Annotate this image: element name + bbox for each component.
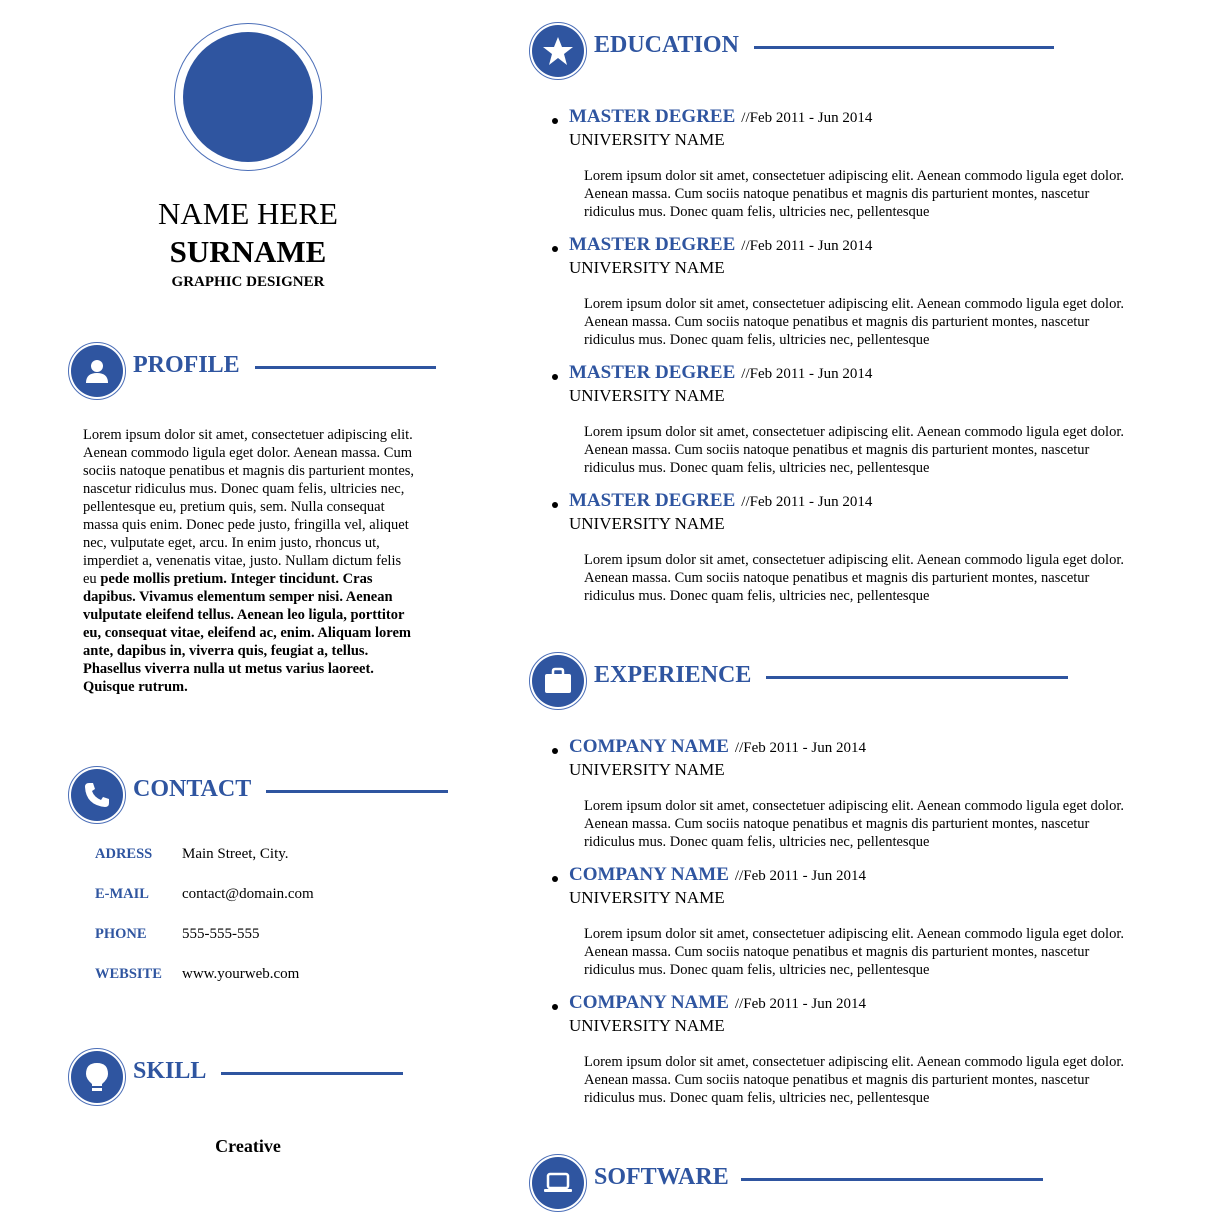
- contact-row-phone: [95, 926, 260, 943]
- entry-description: Lorem ipsum dolor sit amet, consectetuer adipiscing elit. Aenean commodo ligula eget dolor. Aenean massa. Cum sociis natoque penatibus et magnis dis parturient montes, nascetur ridiculus mus. Donec quam felis, ultricies nec, pellentesque: [584, 798, 1124, 850]
- profile-title: PROFILE: [133, 352, 240, 378]
- skill-rule: [221, 1072, 403, 1075]
- entry-subtitle: UNIVERSITY NAME: [569, 386, 725, 405]
- entry-title: COMPANY NAME: [569, 992, 729, 1013]
- profile-rule: [255, 366, 436, 369]
- contact-value: 555-555-555: [182, 926, 260, 942]
- contact-value: www.yourweb.com: [182, 966, 300, 982]
- entry-date: //Feb 2011 - Jun 2014: [734, 996, 867, 1012]
- profile-section-header: [68, 342, 438, 402]
- profile-text-bold: pede mollis pretium. Integer tincidunt. Cras dapibus. Vivamus elementum semper nisi. Aenean vulputate eleifend tellus. Aenean leo ligula, porttitor eu, consequat vitae, eleifend ac, enim. Aliquam lorem ante, dapibus in, viverra quis, feugiat a, tellus. Phasellus viverra nulla ut metus varius laoreet. Quisque rutrum.: [83, 571, 411, 695]
- entry-date: //Feb 2011 - Jun 2014: [741, 110, 873, 126]
- experience-rule: [766, 676, 1068, 679]
- education-section-header: [529, 22, 1059, 82]
- entry-date: //Feb 2011 - Jun 2014: [741, 494, 873, 510]
- entry-description: Lorem ipsum dolor sit amet, consectetuer adipiscing elit. Aenean commodo ligula eget dolor. Aenean massa. Cum sociis natoque penatibus et magnis dis parturient montes, nascetur ridiculus mus. Donec quam felis, ultricies nec, pellentesque: [584, 552, 1124, 604]
- name-surname: SURNAME: [169, 234, 327, 269]
- lightbulb-icon: [83, 1061, 111, 1093]
- entry-description: Lorem ipsum dolor sit amet, consectetuer adipiscing elit. Aenean commodo ligula eget dolor. Aenean massa. Cum sociis natoque penatibus et magnis dis parturient montes, nascetur ridiculus mus. Donec quam felis, ultricies nec, pellentesque: [584, 1054, 1124, 1106]
- profile-text-regular: Lorem ipsum dolor sit amet, consectetuer adipiscing elit. Aenean commodo ligula eget dolor. Aenean massa. Cum sociis natoque penatibus et magnis dis parturient montes, nascetur ridiculus mus. Donec quam felis, ultricies nec, pellentesque eu, pretium quis, sem. Nulla consequat massa quis enim. Donec pede justo, fringilla vel, aliquet nec, vulputate eget, arcu. In enim justo, rhoncus ut, imperdiet a, venenatis vitae, justo. Nullam dictum felis eu: [83, 427, 415, 587]
- skill-item: Creative: [215, 1136, 281, 1156]
- contact-rule: [266, 790, 448, 793]
- phone-icon: [82, 780, 112, 810]
- user-icon: [83, 357, 111, 385]
- laptop-icon: [542, 1167, 574, 1199]
- entry-description: Lorem ipsum dolor sit amet, consectetuer adipiscing elit. Aenean commodo ligula eget dolor. Aenean massa. Cum sociis natoque penatibus et magnis dis parturient montes, nascetur ridiculus mus. Donec quam felis, ultricies nec, pellentesque: [584, 168, 1124, 220]
- briefcase-icon: [542, 665, 574, 697]
- entry-title: COMPANY NAME: [569, 736, 729, 757]
- entry-subtitle: UNIVERSITY NAME: [569, 514, 725, 533]
- entry-subtitle: UNIVERSITY NAME: [569, 130, 725, 149]
- software-rule: [741, 1178, 1043, 1181]
- entry-subtitle: UNIVERSITY NAME: [569, 888, 725, 907]
- software-title: SOFTWARE: [594, 1164, 729, 1190]
- entry-title: MASTER DEGREE: [569, 490, 736, 511]
- contact-row-website: [95, 966, 299, 983]
- name-first: NAME HERE: [158, 196, 338, 231]
- entry-title: MASTER DEGREE: [569, 106, 736, 127]
- profile-photo: [174, 23, 322, 171]
- contact-value: contact@domain.com: [182, 886, 314, 902]
- star-icon: [542, 35, 574, 67]
- contact-title: CONTACT: [133, 776, 252, 802]
- skill-title: SKILL: [133, 1058, 207, 1084]
- entry-subtitle: UNIVERSITY NAME: [569, 760, 725, 779]
- entry-date: //Feb 2011 - Jun 2014: [741, 238, 873, 254]
- contact-label: WEBSITE: [95, 966, 162, 982]
- entry-description: Lorem ipsum dolor sit amet, consectetuer adipiscing elit. Aenean commodo ligula eget dolor. Aenean massa. Cum sociis natoque penatibus et magnis dis parturient montes, nascetur ridiculus mus. Donec quam felis, ultricies nec, pellentesque: [584, 424, 1124, 476]
- contact-label: ADRESS: [95, 846, 153, 862]
- entry-title: MASTER DEGREE: [569, 234, 736, 255]
- software-section-header: [529, 1154, 1049, 1214]
- entry-date: //Feb 2011 - Jun 2014: [734, 868, 867, 884]
- contact-section-header: [68, 766, 450, 826]
- entry-subtitle: UNIVERSITY NAME: [569, 1016, 725, 1035]
- entry-description: Lorem ipsum dolor sit amet, consectetuer adipiscing elit. Aenean commodo ligula eget dolor. Aenean massa. Cum sociis natoque penatibus et magnis dis parturient montes, nascetur ridiculus mus. Donec quam felis, ultricies nec, pellentesque: [584, 296, 1124, 348]
- experience-title: EXPERIENCE: [594, 662, 752, 688]
- contact-label: E-MAIL: [95, 886, 149, 902]
- contact-label: PHONE: [95, 926, 147, 942]
- entry-title: MASTER DEGREE: [569, 362, 736, 383]
- profile-text: [83, 426, 415, 696]
- job-title: GRAPHIC DESIGNER: [171, 274, 325, 290]
- entry-description: Lorem ipsum dolor sit amet, consectetuer adipiscing elit. Aenean commodo ligula eget dolor. Aenean massa. Cum sociis natoque penatibus et magnis dis parturient montes, nascetur ridiculus mus. Donec quam felis, ultricies nec, pellentesque: [584, 926, 1124, 978]
- contact-row-address: [95, 846, 289, 863]
- entry-date: //Feb 2011 - Jun 2014: [741, 366, 873, 382]
- entry-date: //Feb 2011 - Jun 2014: [734, 740, 867, 756]
- education-rule: [754, 46, 1054, 49]
- contact-value: Main Street, City.: [182, 846, 289, 862]
- skill-section-header: [68, 1048, 408, 1108]
- contact-row-email: [95, 886, 314, 903]
- entry-subtitle: UNIVERSITY NAME: [569, 258, 725, 277]
- education-title: EDUCATION: [594, 32, 739, 58]
- entry-title: COMPANY NAME: [569, 864, 729, 885]
- experience-section-header: [529, 652, 1074, 712]
